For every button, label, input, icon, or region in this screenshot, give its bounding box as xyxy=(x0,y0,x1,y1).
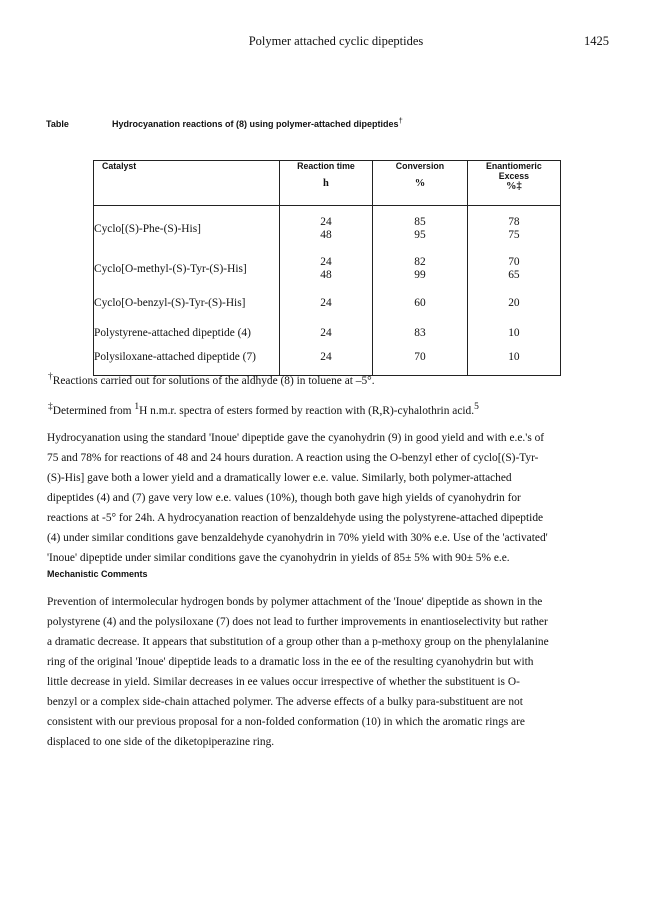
ee-cell: 78 75 xyxy=(508,215,520,241)
column-header-enantiomeric-excess: Enantiomeric Excess %‡ xyxy=(467,161,560,206)
running-title: Polymer attached cyclic dipeptides xyxy=(248,34,424,48)
mechanistic-paragraph xyxy=(47,592,621,752)
footnote-mark-double-dagger: ‡ xyxy=(48,402,53,412)
catalyst-cell: Cyclo[(S)-Phe-(S)-His] xyxy=(94,206,280,252)
table-row xyxy=(94,320,561,346)
superscript-mass: 1 xyxy=(134,402,140,412)
text-line: Hydrocyanation using the standard 'Inoue' dipeptide gave the cyanohydrin (9) in good yield and with e.e.'s of xyxy=(47,432,545,444)
page-number: 1425 xyxy=(584,34,609,48)
reference-mark: 5 xyxy=(474,402,479,412)
results-table xyxy=(93,160,561,376)
ee-cell: 70 65 xyxy=(508,255,520,281)
table-row xyxy=(94,252,561,286)
footnote-text: Determined from xyxy=(52,404,135,417)
table-header-row xyxy=(94,161,561,206)
text-line: 'Inoue' dipeptide under similar conditions gave the cyanohydrin in yields of 85± 5% with 90± 5% e.e. xyxy=(47,552,510,564)
footnote-text: H n.m.r. spectra of esters formed by reaction with (R,R)-cyhalothrin acid. xyxy=(139,404,475,417)
table-label: Table xyxy=(46,119,69,129)
time-cell: 24 48 xyxy=(279,206,372,252)
catalyst-cell: Cyclo[O-benzyl-(S)-Tyr-(S)-His] xyxy=(94,286,280,320)
column-header-conversion: Conversion % xyxy=(373,161,468,206)
table-row xyxy=(94,286,561,320)
text-line: displaced to one side of the diketopiperazine ring. xyxy=(47,736,275,748)
table-row xyxy=(94,346,561,376)
text-line: dipeptides (4) and (7) gave very low e.e. values (10%), though both gave high yields of cyanohydrin for xyxy=(47,492,521,504)
footnote-mark-dagger: † xyxy=(48,372,53,382)
time-cell: 24 48 xyxy=(279,252,372,286)
text-line: 75 and 78% for reactions of 48 and 24 hours duration. A reaction using the O-benzyl ether of cyclo[(S)-Tyr- xyxy=(47,452,539,464)
text-line: Prevention of intermolecular hydrogen bonds by polymer attachment of the 'Inoue' dipeptide as shown in the xyxy=(47,596,543,608)
conversion-cell: 82 99 xyxy=(373,252,468,286)
ee-cell: 10 xyxy=(508,350,520,363)
conversion-cell: 85 95 xyxy=(373,206,468,252)
unit-percent: % xyxy=(414,178,426,189)
catalyst-cell: Polysiloxane-attached dipeptide (7) xyxy=(94,346,280,376)
results-paragraph xyxy=(47,428,621,568)
conversion-cell: 60 xyxy=(373,286,468,320)
text-line: consistent with our previous proposal for a non-folded conformation (10) in which the aromatic rings are xyxy=(47,716,525,728)
ee-cell: 20 xyxy=(508,296,520,309)
table-caption xyxy=(46,116,403,129)
table-caption-text: Hydrocyanation reactions of (8) using polymer-attached dipeptides xyxy=(112,119,399,129)
conversion-cell: 83 xyxy=(373,320,468,346)
section-heading: Mechanistic Comments xyxy=(47,569,148,579)
text-line: ring of the original 'Inoue' dipeptide leads to a dramatic loss in the ee of the resulting cyanohydrin but with xyxy=(47,656,534,668)
catalyst-cell: Polystyrene-attached dipeptide (4) xyxy=(94,320,280,346)
text-line: reactions at -5° for 24h. A hydrocyanation reaction of benzaldehyde using the polystyrene-attached dipeptide xyxy=(47,512,544,524)
text-line: benzyl or a complex side-chain attached polymer. The adverse effects of a bulky para-substituent are not xyxy=(47,696,523,708)
footnote-text: Reactions carried out for solutions of the aldhyde (8) in toluene at –5°. xyxy=(52,374,375,387)
time-cell: 24 xyxy=(279,286,372,320)
catalyst-cell: Cyclo[O-methyl-(S)-Tyr-(S)-His] xyxy=(94,252,280,286)
text-line: (4) under similar conditions gave benzaldehyde cyanohydrin in 70% yield with 30% e.e. Use of the 'activated' xyxy=(47,532,548,544)
unit-hours: h xyxy=(323,178,329,189)
time-cell: 24 xyxy=(279,320,372,346)
column-header-catalyst: Catalyst xyxy=(94,161,280,206)
text-line: a dramatic decrease. It appears that substitution of a group other than a p-methoxy group on the phenylalanine xyxy=(47,636,549,648)
unit-percent-ee: %‡ xyxy=(506,181,522,192)
text-line: little decrease in yield. Similar decreases in ee values occur irrespective of whether the substituent is O- xyxy=(47,676,520,688)
footnote-ee-determination xyxy=(48,402,479,417)
column-header-reaction-time: Reaction time h xyxy=(279,161,372,206)
footnote-reaction-conditions xyxy=(48,372,375,387)
table-row xyxy=(94,206,561,252)
conversion-cell: 70 xyxy=(373,346,468,376)
table-caption-mark: † xyxy=(398,116,403,125)
ee-cell: 10 xyxy=(508,326,520,339)
time-cell: 24 xyxy=(279,346,372,376)
text-line: polystyrene (4) and the polysiloxane (7) does not lead to further improvements in enantioselectivity but rather xyxy=(47,616,548,628)
text-line: (S)-His] gave both a lower yield and a dramatically lower e.e. value. Similarly, both polymer-attached xyxy=(47,472,512,484)
